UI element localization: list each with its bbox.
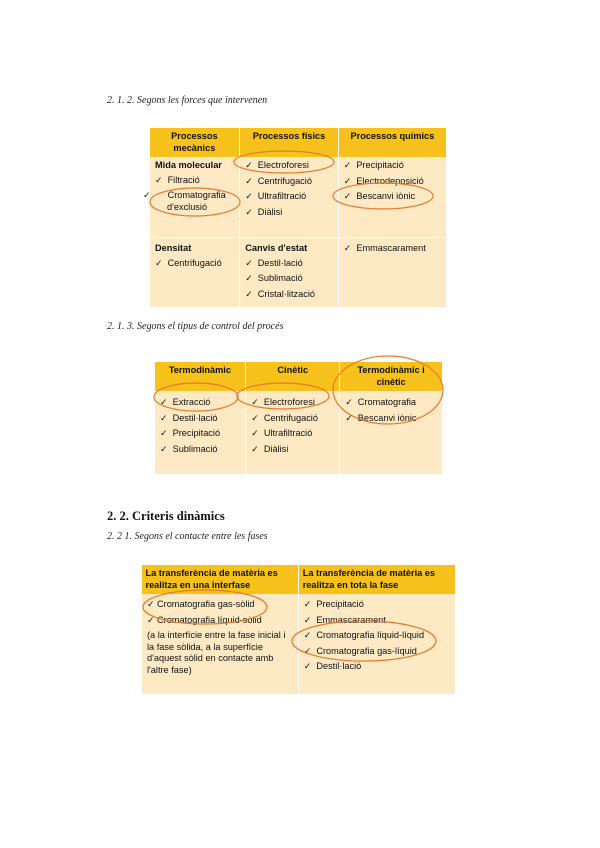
list-item: ✓ Cromatografia [345, 397, 417, 407]
header-termodinamic: Termodinàmic [155, 362, 246, 391]
cell-fisics-1 [240, 157, 339, 238]
list-item: ✓ Cristal·lització [245, 288, 315, 299]
check-icon: ✓ [343, 175, 352, 186]
header-processos-quimics: Processos químics [338, 128, 446, 157]
table-contacte [141, 565, 455, 694]
list-item: ✓ Precipitació [343, 160, 404, 170]
check-icon: ✓ [251, 397, 259, 407]
list-item: ✓ Destil·lació [245, 257, 303, 268]
cell-fisics-2 [240, 238, 339, 308]
list-item: ✓ Extracció [160, 397, 211, 407]
check-icon: ✓ [251, 412, 259, 423]
section-heading-contacte: 2. 2 1. Segons el contacte entre les fases [107, 531, 268, 542]
cell-termodinamic-cinetic [340, 391, 442, 474]
list-item: ✓ Filtració [155, 174, 200, 185]
section-heading-control: 2. 1. 3. Segons el tipus de control del procés [107, 321, 284, 332]
check-icon: ✓ [345, 397, 353, 407]
check-icon: ✓ [251, 443, 259, 454]
check-icon: ✓ [160, 443, 168, 454]
check-icon: ✓ [343, 160, 352, 170]
check-icon: ✓ [303, 645, 312, 656]
list-item: ✓ Bescanvi iònic [345, 412, 417, 423]
cell-cinetic [246, 391, 340, 474]
check-icon: ✓ [303, 599, 312, 609]
list-item: ✓ Cromatografia líquid-sòlid [147, 614, 262, 625]
list-item: ✓ Emmascarament [303, 614, 386, 625]
section-heading-forces: 2. 1. 2. Segons les forces que intervenen [107, 95, 268, 106]
list-item: ✓ Electrodeposició [343, 175, 424, 186]
check-icon: ✓ [343, 243, 352, 253]
check-icon: ✓ [345, 412, 353, 423]
list-item: ✓ Sublimació [245, 273, 303, 283]
check-icon: ✓ [245, 160, 253, 170]
list-item: ✓ Cromatografia líquid-líquid [303, 630, 425, 640]
list-item: ✓ Cromatografia d'exclusió [143, 190, 226, 212]
list-item: ✓ Diàlisi [245, 206, 283, 217]
section-title-criteris: 2. 2. Criteris dinàmics [107, 509, 225, 523]
cell-interfase [142, 594, 299, 694]
check-icon: ✓ [245, 175, 253, 186]
check-icon: ✓ [245, 206, 253, 217]
list-item: ✓ Bescanvi iònic [343, 191, 416, 201]
list-item: ✓ Emmascarament [343, 243, 426, 253]
check-icon: ✓ [147, 599, 155, 609]
subtitle: Canvis d'estat [245, 243, 308, 253]
cell-tota-fase [298, 594, 455, 694]
list-item: ✓ Ultrafiltració [251, 428, 313, 438]
header-cinetic: Cinètic [246, 362, 340, 391]
check-icon: ✓ [155, 174, 163, 185]
check-icon: ✓ [160, 397, 168, 407]
cell-quimics-1 [338, 157, 446, 238]
check-icon: ✓ [143, 190, 151, 200]
cell-mecanics-1 [143, 157, 240, 238]
list-item: ✓ Electroforesi [245, 160, 309, 170]
list-item: ✓ Destil·lació [160, 412, 218, 423]
check-icon: ✓ [155, 257, 163, 268]
check-icon: ✓ [160, 412, 168, 423]
cell-quimics-2 [338, 238, 446, 308]
check-icon: ✓ [303, 630, 312, 640]
check-icon: ✓ [251, 428, 259, 438]
check-icon: ✓ [303, 661, 312, 671]
list-item: ✓ Sublimació [160, 443, 218, 454]
list-item: ✓ Centrifugació [251, 412, 318, 423]
check-icon: ✓ [245, 273, 253, 283]
check-icon: ✓ [245, 257, 253, 268]
cell-termodinamic [155, 391, 246, 474]
table-control [154, 362, 442, 474]
header-processos-fisics: Processos físics [240, 128, 339, 157]
subtitle: Densitat [155, 243, 192, 253]
check-icon: ✓ [343, 191, 352, 201]
check-icon: ✓ [245, 191, 253, 201]
list-item: ✓ Precipitació [160, 428, 221, 438]
list-item: ✓ Cromatografia gas-líquid [303, 645, 417, 656]
header-interfase: La transferència de matèria es realitza en una interfase [142, 565, 299, 594]
list-item: ✓ Ultrafiltració [245, 191, 307, 201]
list-item: ✓ Centrifugació [155, 257, 222, 268]
check-icon: ✓ [303, 614, 312, 625]
list-item: ✓ Electroforesi [251, 397, 315, 407]
subtitle: Mida molecular [155, 160, 222, 170]
table-forces [143, 128, 446, 307]
header-tota-fase: La transferència de matèria es realitza en tota la fase [298, 565, 455, 594]
list-item: ✓ Destil·lació [303, 661, 362, 671]
check-icon: ✓ [245, 288, 253, 299]
list-item: ✓ Centrifugació [245, 175, 312, 186]
list-item: ✓ Diàlisi [251, 443, 289, 454]
check-icon: ✓ [147, 614, 155, 625]
header-termodinamic-cinetic: Termodinàmic i cinètic [340, 362, 442, 391]
list-item: ✓ Cromatografia gas-sòlid [147, 599, 255, 609]
header-processos-mecanics: Processos mecànics [150, 128, 240, 157]
cell-mecanics-2 [150, 238, 240, 308]
check-icon: ✓ [160, 428, 168, 438]
note-text: (a la interfície entre la fase inicial i la fase sòlida, a la superfície d'aquest sòlid en contacte amb l'altre fase) [147, 630, 286, 675]
list-item: ✓ Precipitació [303, 599, 364, 609]
